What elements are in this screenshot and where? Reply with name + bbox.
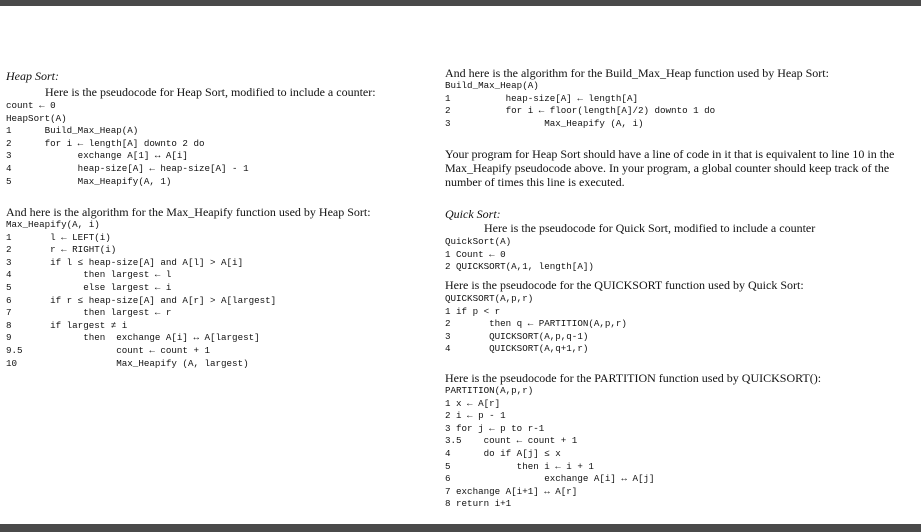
code-line: 8 return i+1 bbox=[445, 498, 512, 510]
code-line: 5 then i ← i + 1 bbox=[445, 460, 594, 472]
code-line: QuickSort(A) bbox=[445, 236, 512, 247]
code-line: 7 exchange A[i+1] ↔ A[r] bbox=[445, 485, 578, 497]
quicksort-code-block bbox=[445, 236, 594, 274]
quick-sort-intro: Here is the pseudocode for Quick Sort, modified to include a counter bbox=[484, 221, 816, 235]
code-line: count ← 0 bbox=[6, 100, 56, 111]
code-line: 4 heap-size[A] ← heap-size[A] - 1 bbox=[6, 162, 249, 174]
code-line: 3 if l ≤ heap-size[A] and A[l] > A[i] bbox=[6, 256, 244, 268]
code-line: 5 Max_Heapify(A, 1) bbox=[6, 175, 172, 187]
partition-code-block bbox=[445, 385, 655, 511]
code-line: 5 else largest ← i bbox=[6, 281, 172, 293]
code-line: 2 i ← p - 1 bbox=[445, 410, 506, 422]
code-line: HeapSort(A) bbox=[6, 112, 67, 124]
code-line: PARTITION(A,p,r) bbox=[445, 385, 534, 396]
code-line: 6 if r ≤ heap-size[A] and A[r] > A[largest] bbox=[6, 294, 277, 306]
code-line: 2 for i ← length[A] downto 2 do bbox=[6, 137, 205, 149]
code-line: 4 do if A[j] ≤ x bbox=[445, 447, 561, 459]
code-line: 8 if largest ≠ i bbox=[6, 319, 128, 331]
code-line: 2 QUICKSORT(A,1, length[A]) bbox=[445, 261, 594, 273]
quicksort-fn-code-block bbox=[445, 293, 627, 356]
code-line: 2 for i ← floor(length[A]/2) downto 1 do bbox=[445, 105, 716, 117]
max-heapify-code-block bbox=[6, 219, 276, 370]
code-line: 6 exchange A[i] ↔ A[j] bbox=[445, 473, 655, 485]
code-line: 9.5 count ← count + 1 bbox=[6, 344, 210, 356]
code-line: Build_Max_Heap(A) bbox=[445, 80, 539, 91]
code-line: 3 QUICKSORT(A,p,q-1) bbox=[445, 330, 589, 342]
code-line: 7 then largest ← r bbox=[6, 307, 172, 319]
code-line: 3.5 count ← count + 1 bbox=[445, 435, 578, 447]
max-heapify-intro: And here is the algorithm for the Max_Heapify function used by Heap Sort: bbox=[6, 205, 371, 219]
code-line: 1 Count ← 0 bbox=[445, 248, 506, 260]
code-line: 3 exchange A[1] ↔ A[i] bbox=[6, 150, 188, 162]
code-line: 1 heap-size[A] ← length[A] bbox=[445, 92, 638, 104]
heap-sort-title: Heap Sort: bbox=[6, 69, 59, 83]
top-border bbox=[0, 0, 921, 6]
code-line: 1 l ← LEFT(i) bbox=[6, 231, 111, 243]
code-line: 2 then q ← PARTITION(A,p,r) bbox=[445, 318, 627, 330]
quicksort-fn-intro: Here is the pseudocode for the QUICKSORT function used by Quick Sort: bbox=[445, 278, 804, 292]
code-line: QUICKSORT(A,p,r) bbox=[445, 293, 534, 304]
code-line: 4 then largest ← l bbox=[6, 269, 172, 281]
build-max-heap-intro: And here is the algorithm for the Build_Max_Heap function used by Heap Sort: bbox=[445, 66, 829, 80]
program-note: Your program for Heap Sort should have a line of code in it that is equivalent to line 10 in the Max_Heapify pseudocode above. In your program, a global counter should keep track of the number of times this line is executed. bbox=[445, 147, 895, 190]
heapsort-code-block bbox=[6, 100, 249, 188]
code-line: 2 r ← RIGHT(i) bbox=[6, 244, 117, 256]
heap-sort-intro: Here is the pseudocode for Heap Sort, modified to include a counter: bbox=[45, 85, 376, 99]
code-line: 1 if p < r bbox=[445, 305, 501, 317]
quick-sort-title: Quick Sort: bbox=[445, 207, 501, 221]
code-line: 1 Build_Max_Heap(A) bbox=[6, 125, 139, 137]
code-line: 9 then exchange A[i] ↔ A[largest] bbox=[6, 332, 260, 344]
partition-intro: Here is the pseudocode for the PARTITION function used by QUICKSORT(): bbox=[445, 371, 822, 385]
code-line: 3 for j ← p to r-1 bbox=[445, 422, 545, 434]
bottom-border bbox=[0, 524, 921, 532]
code-line: Max_Heapify(A, i) bbox=[6, 219, 100, 230]
code-line: 4 QUICKSORT(A,q+1,r) bbox=[445, 343, 589, 355]
code-line: 1 x ← A[r] bbox=[445, 397, 501, 409]
code-line: 10 Max_Heapify (A, largest) bbox=[6, 357, 249, 369]
build-max-heap-code-block bbox=[445, 80, 715, 130]
code-line: 3 Max_Heapify (A, i) bbox=[445, 117, 644, 129]
